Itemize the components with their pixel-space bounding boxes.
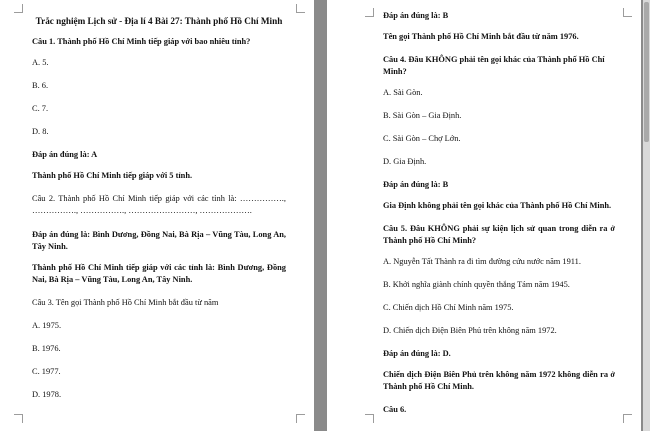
crop-mark — [14, 414, 23, 423]
answer: Đáp án đúng là: B — [383, 11, 449, 20]
crop-mark — [14, 4, 23, 13]
crop-mark — [365, 414, 374, 423]
option: C. Chiến dịch Hồ Chí Minh năm 1975. — [383, 303, 514, 312]
page-right — [327, 0, 641, 431]
explanation: Chiến dịch Điện Biên Phủ trên không năm 1972 không diễn ra ở Thành phố Hồ Chí Minh. — [383, 370, 615, 391]
option: A. Nguyễn Tất Thành ra đi tìm đường cứu nước năm 1911. — [383, 257, 581, 266]
crop-mark — [623, 8, 632, 17]
option: C. 7. — [32, 104, 49, 113]
question-6: Câu 6. — [383, 405, 407, 414]
option: A. 1975. — [32, 321, 62, 330]
option: C. 1977. — [32, 367, 61, 376]
option: D. Gia Định. — [383, 157, 427, 166]
option: C. Sài Gòn – Chợ Lớn. — [383, 134, 461, 143]
explanation: Thành phố Hồ Chí Minh tiếp giáp với các tỉnh là: Bình Dương, Đồng Nai, Bà Rịa – Vũng Tàu, Long An, Tây Ninh. — [32, 263, 286, 284]
option: B. 1976. — [32, 344, 61, 353]
crop-mark — [365, 8, 374, 17]
answer: Đáp án đúng là: D. — [383, 349, 451, 358]
crop-mark — [296, 4, 305, 13]
option: D. Chiến dịch Điện Biên Phủ trên không năm 1972. — [383, 326, 557, 335]
vertical-scrollbar[interactable] — [643, 0, 650, 431]
question-1: Câu 1. Thành phố Hồ Chí Minh tiếp giáp với bao nhiêu tỉnh? — [32, 37, 251, 46]
option: B. Sài Gòn – Gia Định. — [383, 111, 462, 120]
option: A. Sài Gòn. — [383, 88, 423, 97]
crop-mark — [623, 414, 632, 423]
document-title: Trắc nghiệm Lịch sử - Địa lí 4 Bài 27: Thành phố Hồ Chí Minh — [35, 16, 283, 26]
explanation: Gia Định không phải tên gọi khác của Thành phố Hồ Chí Minh. — [383, 201, 612, 210]
answer: Đáp án đúng là: A — [32, 150, 98, 159]
answer: Đáp án đúng là: Bình Dương, Đồng Nai, Bà Rịa – Vũng Tàu, Long An, Tây Ninh. — [32, 230, 286, 251]
question-3: Câu 3. Tên gọi Thành phố Hồ Chí Minh bắt đầu từ năm — [32, 298, 219, 307]
explanation: Tên gọi Thành phố Hồ Chí Minh bắt đầu từ năm 1976. — [383, 32, 579, 41]
option: D. 8. — [32, 127, 49, 136]
option: D. 1978. — [32, 390, 62, 399]
page-left — [0, 0, 314, 431]
option: A. 5. — [32, 58, 49, 67]
page-gap — [314, 0, 327, 431]
question-4: Câu 4. Đâu KHÔNG phải tên gọi khác của Thành phố Hồ Chí Minh? — [383, 55, 605, 76]
question-2: Câu 2. Thành phố Hồ Chí Minh tiếp giáp với các tỉnh là: ……………., ……………., ……………., ……………………, ………………. — [32, 194, 286, 215]
scrollbar-thumb[interactable] — [644, 2, 649, 142]
option: B. Khởi nghĩa giành chính quyền thắng Tám năm 1945. — [383, 280, 570, 289]
question-5: Câu 5. Đâu KHÔNG phải sự kiện lịch sử quan trong diễn ra ở Thành phố Hồ Chí Minh? — [383, 224, 615, 245]
answer: Đáp án đúng là: B — [383, 180, 449, 189]
explanation: Thành phố Hồ Chí Minh tiếp giáp với 5 tỉnh. — [32, 171, 193, 180]
option: B. 6. — [32, 81, 49, 90]
crop-mark — [296, 414, 305, 423]
